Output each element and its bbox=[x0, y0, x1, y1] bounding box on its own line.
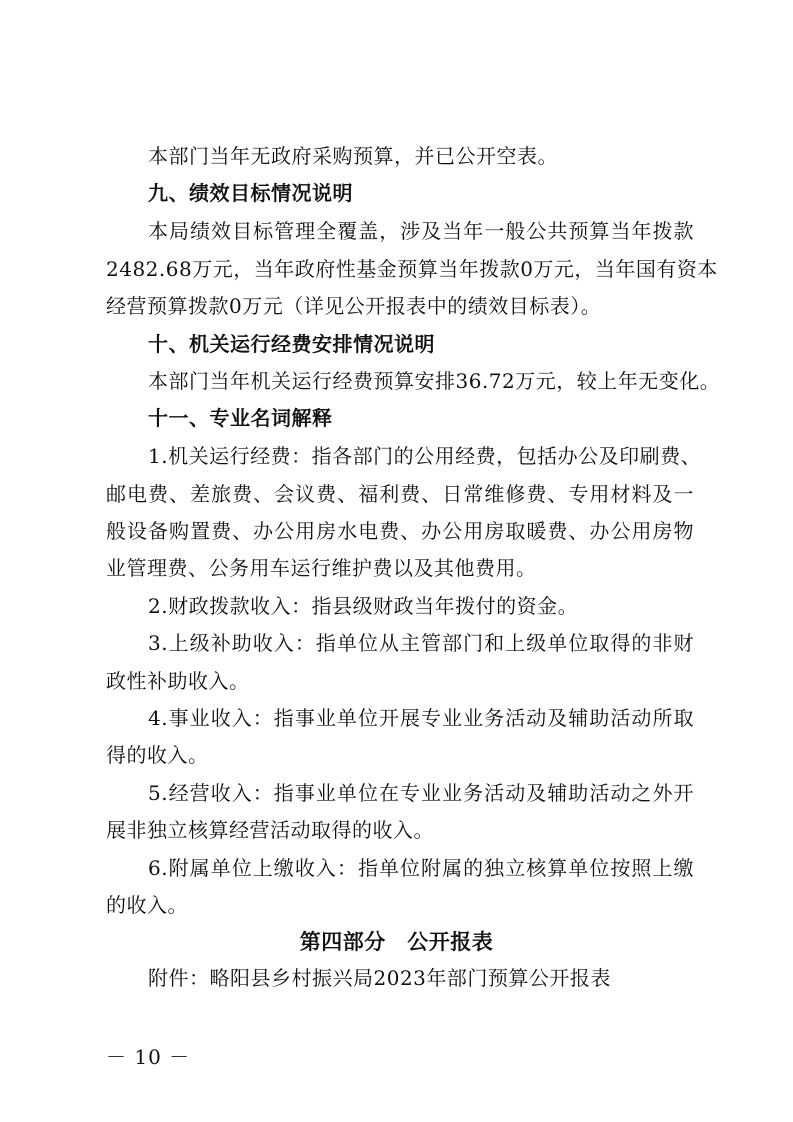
paragraph-line: 业管理费、公务用车运行维护费以及其他费用。 bbox=[106, 556, 537, 580]
paragraph-line: 本部门当年无政府采购预算，并已公开空表。 bbox=[148, 144, 558, 168]
paragraph-line: 3.上级补助收入：指单位从主管部门和上级单位取得的非财 bbox=[148, 631, 694, 655]
section-heading-11: 十一、专业名词解释 bbox=[148, 406, 333, 430]
paragraph-line: 般设备购置费、办公用房水电费、办公用房取暖费、办公用房物 bbox=[106, 519, 694, 543]
paragraph-line: 2.财政拨款收入：指县级财政当年拨付的资金。 bbox=[148, 594, 579, 618]
part-four-title: 第四部分 公开报表 bbox=[299, 929, 494, 954]
attachment-line: 附件：略阳县乡村振兴局2023年部门预算公开报表 bbox=[148, 966, 611, 990]
page-number: － 10 － bbox=[106, 1045, 191, 1069]
paragraph-line: 得的收入。 bbox=[106, 743, 209, 767]
paragraph-line: 5.经营收入：指事业单位在专业业务活动及辅助活动之外开 bbox=[148, 781, 694, 805]
paragraph-line: 展非独立核算经营活动取得的收入。 bbox=[106, 818, 434, 842]
paragraph-line: 本局绩效目标管理全覆盖，涉及当年一般公共预算当年拨款 bbox=[148, 219, 694, 243]
paragraph-line: 邮电费、差旅费、会议费、福利费、日常维修费、专用材料及一 bbox=[106, 482, 694, 506]
paragraph-line: 本部门当年机关运行经费预算安排36.72万元，较上年无变化。 bbox=[148, 369, 721, 393]
section-heading-9: 九、绩效目标情况说明 bbox=[148, 181, 353, 205]
paragraph-line: 政性补助收入。 bbox=[106, 669, 250, 693]
paragraph-line: 6.附属单位上缴收入：指单位附属的独立核算单位按照上缴 bbox=[148, 856, 694, 880]
paragraph-line: 4.事业收入：指事业单位开展专业业务活动及辅助活动所取 bbox=[148, 706, 694, 730]
section-heading-10: 十、机关运行经费安排情况说明 bbox=[148, 332, 435, 356]
paragraph-line: 1.机关运行经费：指各部门的公用经费，包括办公及印刷费、 bbox=[148, 444, 702, 468]
paragraph-line: 经营预算拨款0万元（详见公开报表中的绩效目标表）。 bbox=[106, 294, 602, 318]
paragraph-line: 2482.68万元，当年政府性基金预算当年拨款0万元，当年国有资本 bbox=[106, 257, 718, 281]
paragraph-line: 的收入。 bbox=[106, 893, 188, 917]
